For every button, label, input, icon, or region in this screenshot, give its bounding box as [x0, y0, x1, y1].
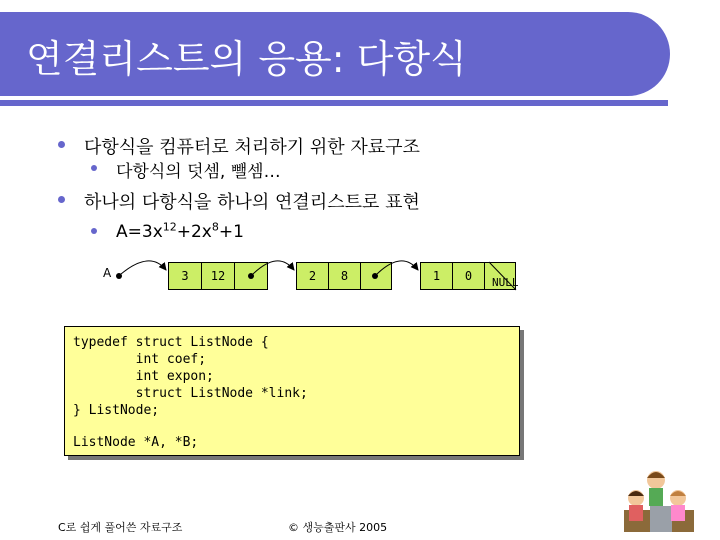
- code-box: [64, 326, 520, 456]
- footer-center: © 생능출판사 2005: [288, 521, 388, 534]
- code-line: } ListNode;: [73, 403, 160, 418]
- link-arrow-1: [253, 261, 294, 274]
- null-slash: [489, 262, 516, 290]
- node-coef: 1: [421, 263, 453, 289]
- link-arrow-2: [377, 261, 418, 274]
- code-line: ListNode *A, *B;: [73, 435, 199, 450]
- slide-title: 연결리스트의 응용: 다항식: [26, 37, 467, 81]
- kids-illustration-icon: [620, 466, 700, 536]
- code-line: struct ListNode *link;: [73, 386, 308, 401]
- bullet-1-text: 다항식을 컴퓨터로 처리하기 위한 자료구조: [84, 137, 420, 158]
- polynomial-expression: $A=3x^{12}+2x^8+1$: [116, 220, 244, 242]
- node-expon: 0: [453, 263, 485, 289]
- node-coef: 2: [297, 263, 329, 289]
- code-line: typedef struct ListNode {: [73, 335, 269, 350]
- null-label: NULL: [492, 276, 519, 289]
- bullet-2-text: 하나의 다항식을 하나의 연결리스트로 표현: [84, 192, 420, 213]
- bullet-1-1-text: 다항식의 덧셈, 뺄셈…: [116, 162, 281, 182]
- node-coef: 3: [169, 263, 202, 289]
- code-line: int expon;: [73, 369, 214, 384]
- head-arrow: [121, 261, 166, 274]
- node-expon: 8: [329, 263, 361, 289]
- node-expon: 12: [202, 263, 235, 289]
- code-line: int coef;: [73, 352, 207, 367]
- footer-left: C로 쉽게 풀어쓴 자료구조: [58, 521, 183, 534]
- head-pointer-label: A: [103, 266, 112, 280]
